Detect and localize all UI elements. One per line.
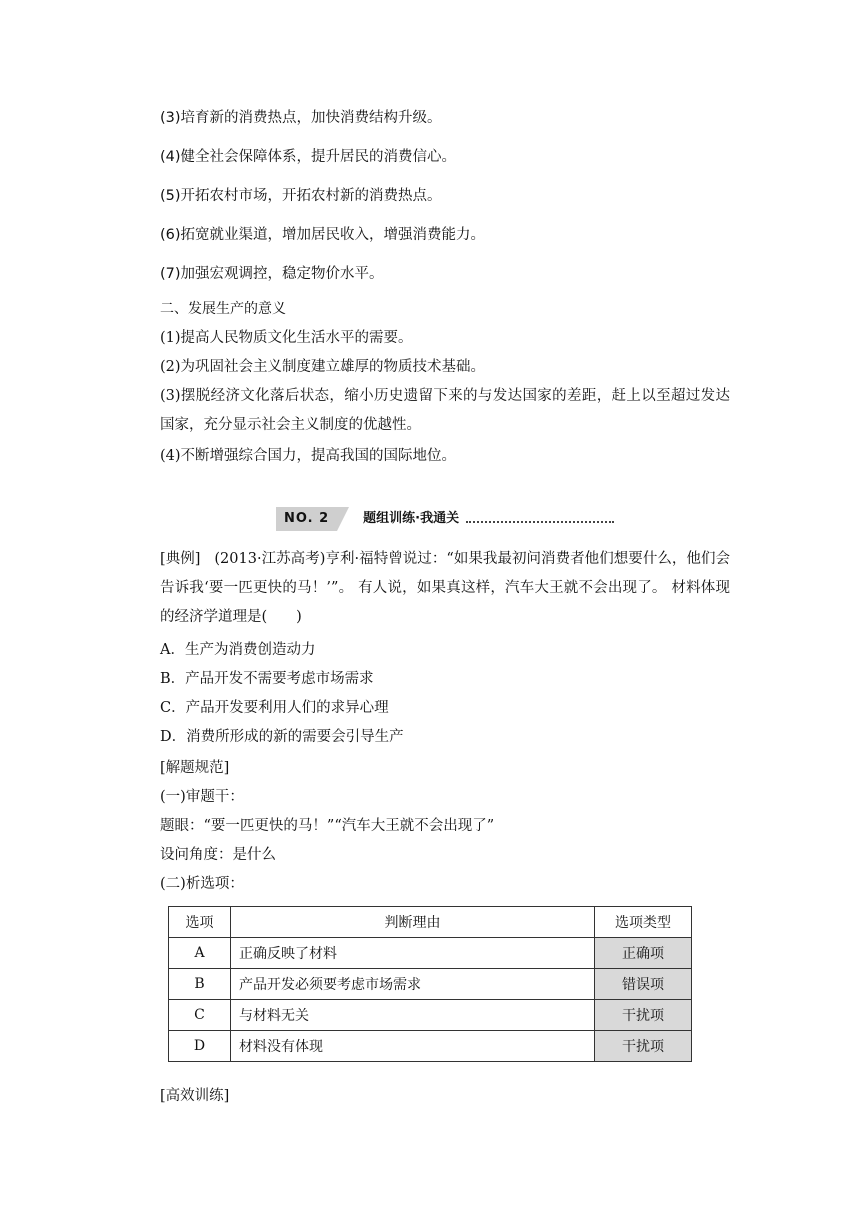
row-type: 干扰项 (595, 1000, 692, 1031)
row-reason: 与材料无关 (231, 1000, 595, 1031)
measure-6: (6)拓宽就业渠道，增加居民收入，增强消费能力。 (160, 227, 486, 243)
example-question (160, 545, 730, 632)
table-row (169, 1000, 692, 1031)
option-c: C．产品开发要利用人们的求异心理 (160, 700, 389, 716)
table-row (169, 969, 692, 1000)
measure-3: (3)培育新的消费热点，加快消费结构升级。 (160, 110, 442, 126)
table-row (169, 1031, 692, 1062)
table-header-row (169, 907, 692, 938)
significance-item-1: (1)提高人民物质文化生活水平的需要。 (160, 330, 413, 346)
section-heading: 二、发展生产的意义 (160, 301, 286, 317)
option-d: D．消费所形成的新的需要会引导生产 (160, 729, 404, 745)
row-reason: 正确反映了材料 (231, 938, 595, 969)
option-analysis-table (168, 906, 692, 1062)
banner-slant-shape (337, 507, 349, 531)
solution-label: [解题规范] (160, 760, 230, 776)
row-option: B (169, 969, 231, 1000)
option-a: A．生产为消费创造动力 (160, 642, 316, 658)
banner-number: NO. 2 (276, 507, 337, 531)
header-reason: 判断理由 (231, 907, 595, 938)
significance-item-3: (3)摆脱经济文化落后状态，缩小历史遗留下来的与发达国家的差距，赶上以至超过发达国家，充分显示社会主义制度的优越性。 (160, 388, 730, 433)
example-source: (2013·江苏高考) (214, 551, 326, 567)
row-type: 错误项 (595, 969, 692, 1000)
significance-item-4: (4)不断增强综合国力，提高我国的国际地位。 (160, 448, 457, 464)
row-reason: 材料没有体现 (231, 1031, 595, 1062)
solution-step-1: (一)审题干： (160, 789, 244, 805)
banner-dotted-rule (466, 521, 614, 523)
section-banner (276, 507, 459, 531)
measure-4: (4)健全社会保障体系，提升居民的消费信心。 (160, 149, 457, 165)
example-label: [典例] (160, 551, 201, 567)
row-option: C (169, 1000, 231, 1031)
training-label: [高效训练] (160, 1088, 230, 1104)
measure-7: (7)加强宏观调控，稳定物价水平。 (160, 266, 384, 282)
header-type: 选项类型 (595, 907, 692, 938)
solution-keywords: 题眼：“要一匹更快的马！”“汽车大王就不会出现了” (160, 818, 495, 834)
solution-angle: 设问角度：是什么 (160, 847, 276, 863)
measure-5: (5)开拓农村市场，开拓农村新的消费热点。 (160, 188, 442, 204)
header-option: 选项 (169, 907, 231, 938)
row-type: 干扰项 (595, 1031, 692, 1062)
significance-item-2: (2)为巩固社会主义制度建立雄厚的物质技术基础。 (160, 359, 486, 375)
example-question-text: 亨利·福特曾说过：“如果我最初问消费者他们想要什么，他们会告诉我‘要一匹更快的马！’”。 有人说，如果真这样，汽车大王就不会出现了。 材料体现的经济学道理是( ) (160, 551, 731, 625)
solution-step-2: (二)析选项： (160, 876, 244, 892)
row-type: 正确项 (595, 938, 692, 969)
table-row (169, 938, 692, 969)
banner-title: 题组训练·我通关 (363, 511, 460, 526)
option-b: B．产品开发不需要考虑市场需求 (160, 671, 374, 687)
row-option: D (169, 1031, 231, 1062)
row-reason: 产品开发必须要考虑市场需求 (231, 969, 595, 1000)
row-option: A (169, 938, 231, 969)
